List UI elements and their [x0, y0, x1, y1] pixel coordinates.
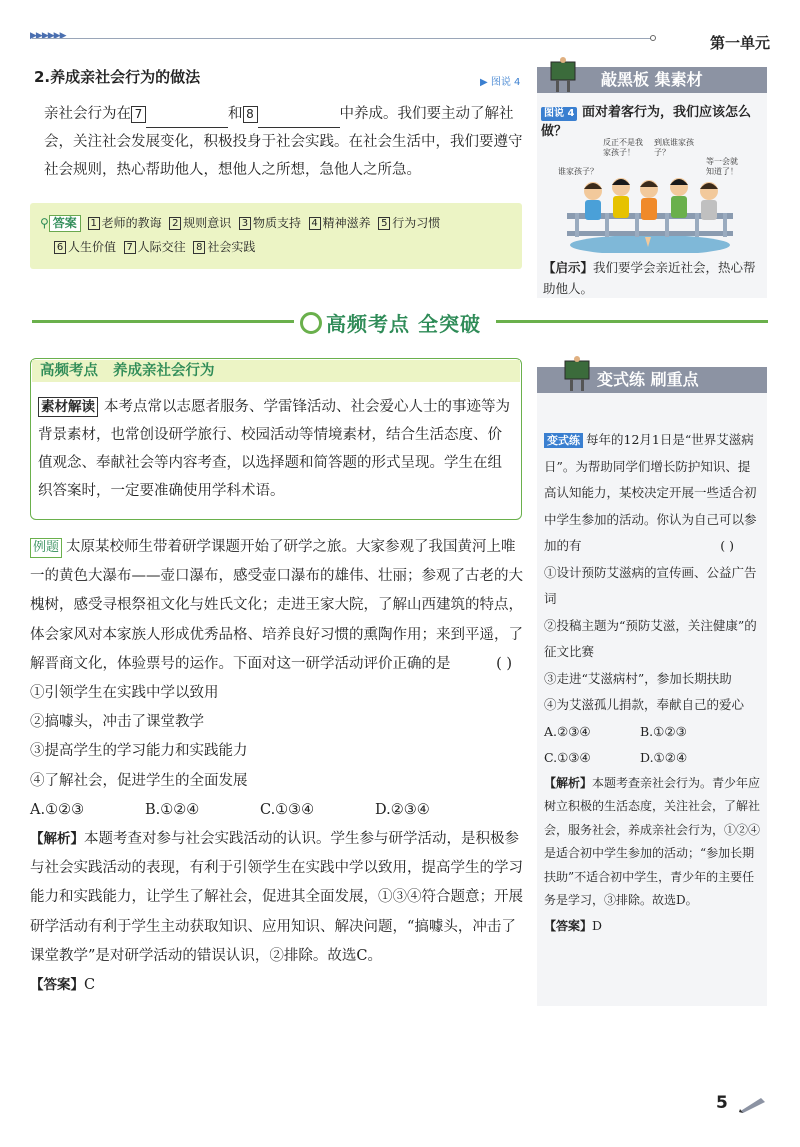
answer-number: 8 — [193, 241, 205, 254]
figure-reference: ▶ 图说 4 — [480, 77, 521, 88]
header-dot — [650, 35, 656, 41]
answer-number: 4 — [309, 217, 321, 230]
para-text-mid: 和 — [228, 106, 243, 122]
key-icon: ⚲ — [40, 216, 49, 230]
practice-stem — [544, 427, 762, 560]
example-analysis — [30, 825, 524, 971]
option-c: C.①③④ — [544, 750, 591, 765]
answer-label: 【答案】 — [30, 977, 84, 994]
page-number: 5 — [716, 1093, 728, 1113]
header-arrows-icon: ▶▶▶▶▶▶ — [30, 31, 66, 41]
figure-tag-number: 4 — [567, 108, 575, 119]
practice-question — [544, 427, 762, 939]
answer-paren: ( ) — [720, 538, 734, 553]
inspiration-body: 我们要学会亲近社会，热心帮助他人。 — [543, 260, 756, 296]
answer-item — [378, 216, 440, 230]
answer-text: 物质支持 — [252, 216, 301, 230]
example-stem — [30, 533, 524, 679]
answer-box — [30, 203, 522, 269]
example-item: ②搞噱头，冲击了课堂教学 — [30, 714, 204, 731]
para-text-after: 中养成。我们要主动了解社会，关注社会发展变化，积极投身于社会实践。在社会生活中，我们要遵守社会规则，热心帮助他人，想他人之所想，急他人之所急。 — [44, 106, 523, 178]
pen-icon — [737, 1094, 767, 1114]
unit-title: 第一单元 — [709, 34, 770, 52]
practice-heading: 变式练 刷重点 — [537, 367, 767, 393]
blank-number: 8 — [243, 106, 258, 123]
answer-text: 精神滋养 — [322, 216, 371, 230]
example-question — [30, 533, 524, 1000]
figure-reference-label: 图说 4 — [490, 77, 521, 88]
blank-number: 7 — [131, 106, 146, 123]
example-stem-text: 太原某校师生带着研学课题开始了研学之旅。大家参观了我国黄河上唯一的黄色大瀑布——壶口瀑布，感受壶口瀑布的雄伟、壮丽；参观了古老的大槐树，感受寻根祭祖文化与姓氏文化；走进王家大院，了解山西建筑的特点，体会家风对本家族人形成优秀品格、培养良好习惯的熏陶作用；来到平遥，了解晋商文化，体验票号的运作。下面对这一研学活动评价正确的是 — [30, 539, 523, 672]
option-d: D.①②④ — [640, 750, 688, 765]
inspiration-text — [543, 257, 765, 299]
practice-stem-text: 每年的12月1日是“世界艾滋病日”。为帮助同学们增长防护知识、提高认知能力，某校决定开展一些适合初中学生参加的活动。你认为自己可以参加的有 — [544, 432, 757, 553]
inspiration-label: 【启示】 — [543, 260, 594, 275]
example-options — [30, 796, 524, 825]
figure-question — [541, 103, 763, 141]
sidebar-heading: 敲黑板 集素材 — [537, 67, 767, 93]
answer-number: 3 — [239, 217, 251, 230]
answer-item — [309, 216, 371, 230]
practice-item: ④为艾滋孤儿捐款，奉献自己的爱心 — [544, 697, 745, 712]
answer-item — [88, 216, 162, 230]
answer-item — [169, 216, 231, 230]
answer-number: 7 — [124, 241, 136, 254]
answer-value: D — [592, 917, 603, 933]
blackboard-icon — [562, 355, 592, 393]
practice-analysis — [544, 772, 762, 913]
practice-options — [544, 719, 762, 746]
banner-rule-left — [32, 320, 294, 323]
answer-value: C — [84, 977, 96, 994]
example-item: ④了解社会，促进学生的全面发展 — [30, 772, 248, 789]
answer-text: 社会实践 — [207, 240, 256, 254]
analysis-text: 本题考查对参与社会实践活动的认识。学生参与研学活动，是积极参与社会实践活动的表现，有利于引领学生在实践中学以致用，提高学生的学习能力和实践能力，让学生了解社会，促进其全面发展，①③④符合题意；开展研学活动有利于学生主动获取知识、应用知识、解决问题，“搞噱头，冲击了课堂教学”是对研学活动的错误认识，②排除。故选C。 — [30, 831, 523, 964]
speech-bubble: 到底谁家孩子？ — [654, 138, 694, 157]
figure-tag-label: 图说 — [544, 108, 564, 119]
answer-text: 人生价值 — [68, 240, 117, 254]
analysis-label: 【解析】 — [30, 831, 84, 848]
option-d: D.②③④ — [375, 801, 430, 818]
speech-bubble: 反正不是我家孩子！ — [603, 138, 643, 157]
answer-item — [193, 240, 255, 254]
section-title: 2.养成亲社会行为的做法 — [34, 68, 201, 86]
header-rule — [32, 38, 652, 39]
keypoint-body: 本考点常以志愿者服务、学雷锋活动、社会爱心人士的事迹等为背景素材，也常创设研学旅行、校园活动等情境素材，结合生活态度、价值观念、奉献社会等内容考查，以选择题和简答题的形式呈现。学生在组织答案时，一定要准确使用学科术语。 — [38, 399, 510, 499]
answer-label: 【答案】 — [544, 918, 593, 933]
blackboard-icon — [548, 56, 578, 94]
answer-paren: ( ) — [496, 655, 512, 672]
fill-blank — [146, 112, 228, 128]
banner-text: 高频考点 全突破 — [326, 312, 481, 336]
banner-rule-right — [496, 320, 768, 323]
example-item: ③提高学生的学习能力和实践能力 — [30, 743, 248, 760]
answer-text: 人际交往 — [137, 240, 186, 254]
option-a: A.②③④ — [544, 723, 591, 739]
section-paragraph — [44, 100, 524, 184]
speech-bubble: 等一会就知道了！ — [706, 157, 738, 176]
option-b: B.①②③ — [640, 723, 687, 739]
answer-item — [239, 216, 301, 230]
answer-text: 老师的教诲 — [101, 216, 162, 230]
analysis-label: 【解析】 — [544, 775, 593, 790]
answer-number: 5 — [378, 217, 390, 230]
practice-tag: 变式练 — [544, 433, 583, 448]
answer-text: 行为习惯 — [392, 216, 441, 230]
speech-bubble: 谁家孩子？ — [558, 167, 598, 176]
answer-item — [124, 240, 186, 254]
answer-text: 规则意识 — [183, 216, 232, 230]
figure-tag — [541, 107, 577, 121]
option-b: B.①②④ — [145, 801, 200, 818]
answer-item — [54, 240, 116, 254]
practice-item: ①设计预防艾滋病的宣传画、公益广告词 — [544, 564, 757, 606]
example-answer — [30, 971, 524, 1000]
practice-item: ②投稿主题为“预防艾滋，关注健康”的征文比赛 — [544, 617, 757, 659]
example-tag: 例题 — [30, 538, 62, 558]
option-c: C.①③④ — [260, 801, 315, 818]
example-item: ①引领学生在实践中学以致用 — [30, 685, 219, 702]
option-a: A.①②③ — [30, 801, 85, 818]
keypoint-text — [38, 393, 516, 505]
answer-number: 6 — [54, 241, 66, 254]
answer-number: 2 — [169, 217, 181, 230]
banner-title — [300, 308, 481, 337]
practice-options — [544, 745, 762, 772]
practice-item: ③走进“艾滋病村”，参加长期扶助 — [544, 670, 732, 686]
analysis-text: 本题考查亲社会行为。青少年应树立积极的生活态度，关注社会，了解社会，服务社会，养成亲社会行为，①②④是适合初中学生参加的活动；“参加长期扶助”不适合初中学生，青少年的主要任务是学习，③排除。故选D。 — [544, 775, 761, 907]
para-text-before: 亲社会行为在 — [44, 106, 131, 122]
practice-answer — [544, 913, 762, 940]
answer-number: 1 — [88, 217, 100, 230]
figure-question-text: 面对着客行为，我们应该怎么做？ — [541, 105, 751, 139]
answer-tag: 答案 — [49, 215, 81, 232]
spiral-icon — [300, 312, 322, 334]
fill-blank — [258, 112, 340, 128]
material-tag: 素材解读 — [38, 397, 98, 417]
keypoint-title: 高频考点 养成亲社会行为 — [32, 360, 520, 382]
